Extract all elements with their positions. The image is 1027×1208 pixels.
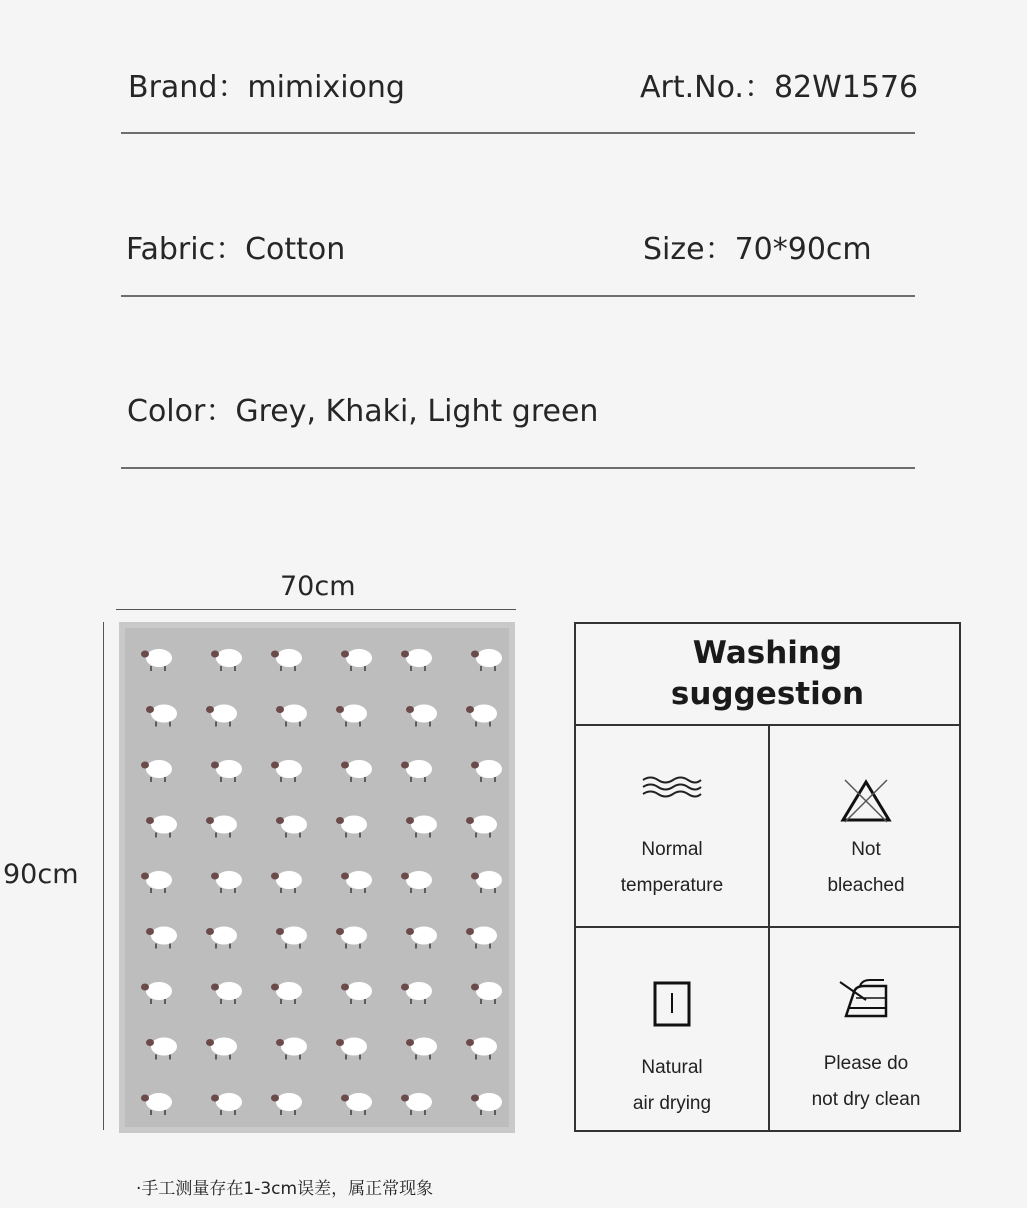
blanket-sheep-pattern: [125, 628, 509, 1127]
sheep-motif: [471, 649, 502, 671]
no-bleach-triangle-icon: [839, 778, 893, 824]
sheep-motif: [276, 1038, 307, 1060]
sheep-motif: [466, 705, 497, 727]
sheep-motif: [211, 1093, 242, 1115]
normal-temperature-label: Normal temperature: [620, 839, 724, 896]
sheep-motif: [466, 1038, 497, 1060]
sheep-motif: [206, 927, 237, 949]
sheep-motif: [471, 871, 502, 893]
sheep-motif: [271, 871, 302, 893]
sheep-motif: [401, 982, 432, 1004]
sheep-motif: [276, 816, 307, 838]
sheep-motif: [401, 871, 432, 893]
sheep-motif: [406, 705, 437, 727]
blanket-image: [119, 622, 515, 1133]
sheep-motif: [206, 816, 237, 838]
sheep-motif: [336, 705, 367, 727]
natural-air-drying-label: Natural air drying: [632, 1057, 712, 1114]
table-divider-horizontal: [576, 926, 959, 928]
sheep-motif: [211, 649, 242, 671]
divider: [121, 295, 915, 297]
sheep-motif: [406, 927, 437, 949]
divider: [121, 467, 915, 469]
sheep-motif: [336, 927, 367, 949]
sheep-motif: [471, 760, 502, 782]
sheep-motif: [466, 816, 497, 838]
sheep-motif: [271, 649, 302, 671]
no-dry-clean-label: Please do not dry clean: [811, 1053, 921, 1110]
sheep-motif: [141, 982, 172, 1004]
sheep-motif: [341, 871, 372, 893]
sheep-motif: [211, 760, 242, 782]
sheep-motif: [206, 705, 237, 727]
color-text: Color：Grey, Khaki, Light green: [127, 394, 599, 429]
sheep-motif: [276, 705, 307, 727]
sheep-motif: [271, 760, 302, 782]
sheep-motif: [401, 760, 432, 782]
sheep-motif: [146, 705, 177, 727]
sheep-motif: [211, 982, 242, 1004]
natural-drying-icon: [652, 980, 692, 1028]
sheep-motif: [406, 1038, 437, 1060]
sheep-motif: [336, 816, 367, 838]
sheep-motif: [341, 1093, 372, 1115]
sheep-motif: [401, 649, 432, 671]
sheep-motif: [341, 982, 372, 1004]
brand-text: Brand：mimixiong: [128, 70, 405, 105]
sheep-motif: [141, 760, 172, 782]
sheep-motif: [146, 927, 177, 949]
sheep-motif: [141, 649, 172, 671]
not-bleached-label: Not bleached: [827, 839, 905, 896]
sheep-motif: [146, 1038, 177, 1060]
no-dry-clean-iron-icon: [836, 976, 896, 1024]
sheep-motif: [471, 1093, 502, 1115]
sheep-motif: [276, 927, 307, 949]
height-dimension-line: [103, 622, 104, 1130]
washing-title: Washing suggestion: [576, 624, 959, 726]
washing-suggestion-table: [574, 622, 961, 1132]
sheep-motif: [466, 927, 497, 949]
wash-cell-natural-air-drying: [576, 980, 768, 1122]
sheep-pattern-graphic: [125, 628, 509, 1127]
sheep-motif: [341, 649, 372, 671]
art-no-text: Art.No.：82W1576: [640, 70, 919, 105]
wash-cell-not-bleached: [770, 778, 962, 904]
sheep-motif: [471, 982, 502, 1004]
width-dimension-line: [116, 609, 516, 610]
sheep-motif: [211, 871, 242, 893]
sheep-motif: [141, 1093, 172, 1115]
height-dimension-label: 90cm: [3, 859, 79, 890]
sheep-motif: [336, 1038, 367, 1060]
wash-cell-normal-temperature: [576, 774, 768, 904]
sheep-motif: [406, 816, 437, 838]
divider: [121, 132, 915, 134]
sheep-motif: [271, 1093, 302, 1115]
sheep-motif: [341, 760, 372, 782]
wash-cell-no-dry-clean: [770, 976, 962, 1118]
sheep-motif: [141, 871, 172, 893]
water-wave-icon: [641, 774, 703, 802]
fabric-text: Fabric：Cotton: [126, 232, 346, 267]
sheep-motif: [271, 982, 302, 1004]
sheep-motif: [146, 816, 177, 838]
measurement-footnote: ·手工测量存在1-3cm误差，属正常现象: [136, 1179, 434, 1199]
sheep-motif: [401, 1093, 432, 1115]
sheep-motif: [206, 1038, 237, 1060]
width-dimension-label: 70cm: [280, 571, 356, 602]
size-text: Size：70*90cm: [643, 232, 872, 267]
